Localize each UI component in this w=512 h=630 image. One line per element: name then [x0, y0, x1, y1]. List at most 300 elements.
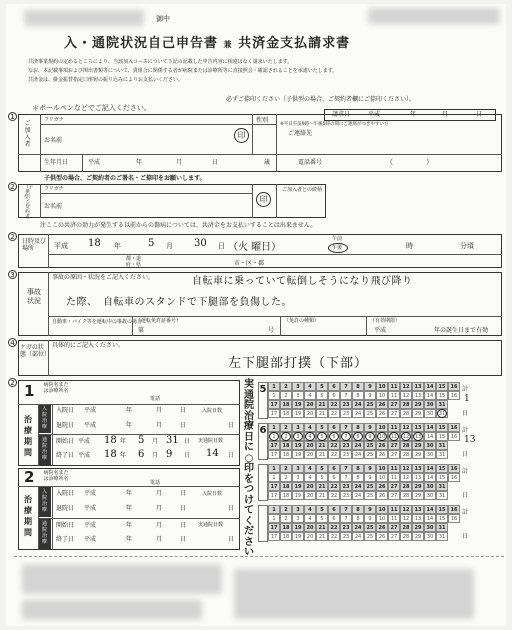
- start-label: 開始日: [56, 438, 75, 445]
- end-month: 6: [138, 449, 145, 460]
- visit-days-value: 14: [206, 448, 219, 459]
- calendar-day-cell[interactable]: 18: [280, 450, 292, 459]
- section-number: 1: [8, 112, 17, 121]
- visit-circle: [293, 432, 303, 441]
- calendar-day-number: 17: [268, 482, 280, 491]
- calendar-day-number: 26: [376, 441, 388, 450]
- calendar-day-cell[interactable]: 6: [328, 473, 340, 482]
- calendar-day-cell[interactable]: 19: [292, 450, 304, 459]
- calendar-day-number: 2: [280, 382, 292, 391]
- calendar-day-cell[interactable]: 6: [328, 432, 340, 441]
- calendar-day-cell[interactable]: 16: [448, 432, 460, 441]
- calendar-day-cell[interactable]: 16: [448, 391, 460, 400]
- calendar-day-cell[interactable]: 17: [268, 450, 280, 459]
- incident-month-unit: 月: [166, 242, 173, 250]
- calendar-day-cell[interactable]: 22: [328, 450, 340, 459]
- calendar-day-cell[interactable]: 1: [268, 514, 280, 523]
- calendar-day-number: 31: [436, 400, 448, 409]
- hospital-label: 病院名または診療所名: [43, 470, 69, 482]
- outpatient-label: 通院治療: [41, 521, 47, 545]
- calendar-day-number: 22: [328, 523, 340, 532]
- calendar-day-number: 5: [316, 464, 328, 473]
- calendar-day-number: 22: [328, 482, 340, 491]
- name-label: お名前: [44, 137, 63, 144]
- license-type-label: （免許の種類）: [284, 318, 320, 324]
- calendar-day-number: 19: [292, 441, 304, 450]
- calendar-day-number: 6: [328, 382, 340, 391]
- calendar-day-cell[interactable]: 7: [340, 514, 352, 523]
- birth-era: 平成: [88, 159, 101, 166]
- prefecture-label: 都・道 府・県: [126, 256, 142, 268]
- calendar-day-cell[interactable]: 29: [412, 532, 424, 541]
- calendar-day-number: 4: [304, 505, 316, 514]
- inpatient-label: 入院治療: [41, 406, 47, 430]
- calendar-day-number: 12: [400, 464, 412, 473]
- calendar-day-cell[interactable]: 15: [436, 391, 448, 400]
- start-era: 平成: [78, 438, 91, 445]
- calendar-day-cell[interactable]: 30: [424, 409, 436, 418]
- calendar-day-cell[interactable]: 3: [292, 391, 304, 400]
- form-title-join: 兼: [223, 39, 233, 49]
- calendar-day-number: 12: [400, 505, 412, 514]
- calendar-day-number: 6: [328, 423, 340, 432]
- pm-option: 午後: [332, 245, 343, 251]
- section-number: 3: [8, 270, 17, 279]
- calendar-day-cell[interactable]: 6: [328, 391, 340, 400]
- admit-year-unit: 年: [126, 407, 133, 414]
- calendar-day-cell[interactable]: 10: [376, 473, 388, 482]
- calendar-day-cell[interactable]: 18: [280, 532, 292, 541]
- calendar-day-cell[interactable]: 2: [280, 391, 292, 400]
- calendar-day-cell[interactable]: 5: [316, 432, 328, 441]
- calendar-day-number: 25: [364, 400, 376, 409]
- calendar-day-cell[interactable]: 28: [400, 532, 412, 541]
- contact-label: ご連絡先: [288, 130, 313, 137]
- calendar-day-number: 28: [400, 400, 412, 409]
- section-number: 2: [8, 182, 17, 191]
- calendar-day-cell[interactable]: 4: [304, 514, 316, 523]
- calendar-day-cell[interactable]: 7: [340, 473, 352, 482]
- calendar-day-cell[interactable]: 5: [316, 514, 328, 523]
- calendar-day-number: 21: [316, 441, 328, 450]
- calendar-day-cell[interactable]: 1: [268, 391, 280, 400]
- end-year-unit: 年: [126, 536, 133, 543]
- section2-side-label: （子供型）ご契約者: [24, 185, 33, 220]
- calendar-day-cell[interactable]: 20: [304, 532, 316, 541]
- admit-day-unit: 日: [180, 490, 187, 497]
- calendar-day-cell[interactable]: 19: [292, 409, 304, 418]
- license-no-suffix: 号: [268, 327, 275, 334]
- calendar-day-cell[interactable]: 6: [328, 514, 340, 523]
- calendar-day-cell[interactable]: 17: [268, 409, 280, 418]
- calendar-day-number: 6: [328, 505, 340, 514]
- discharge-label: 退院日: [56, 505, 75, 512]
- calendar-day-number: 3: [292, 505, 304, 514]
- calendar-day-number: 2: [280, 423, 292, 432]
- calendar-day-cell[interactable]: 17: [268, 491, 280, 500]
- calendar-day-cell[interactable]: 8: [352, 432, 364, 441]
- calendar-day-cell[interactable]: 10: [376, 432, 388, 441]
- calendar-day-cell[interactable]: 9: [364, 514, 376, 523]
- calendar-day-cell[interactable]: 7: [340, 391, 352, 400]
- calendar-day-cell[interactable]: 20: [304, 409, 316, 418]
- calendar-day-number: 17: [268, 523, 280, 532]
- calendar-day-cell[interactable]: 13: [412, 391, 424, 400]
- calendar-day-number: 8: [352, 382, 364, 391]
- calendar-day-cell[interactable]: 12: [400, 514, 412, 523]
- calendar-day-cell[interactable]: 10: [376, 391, 388, 400]
- calendar-day-cell[interactable]: 23: [340, 491, 352, 500]
- section-number: 2: [8, 378, 17, 387]
- discharge-day-unit: 日: [180, 505, 187, 512]
- calendar-day-cell[interactable]: 2: [280, 514, 292, 523]
- treatment2-number: 2: [24, 468, 35, 486]
- calendar-day-number: 10: [376, 505, 388, 514]
- calendar-day-cell[interactable]: 22: [328, 409, 340, 418]
- phone-paren-close: ）: [426, 158, 433, 166]
- start-month-unit: 月: [152, 438, 159, 445]
- calendar-day-cell[interactable]: 8: [352, 514, 364, 523]
- calendar-day-cell[interactable]: 21: [316, 532, 328, 541]
- calendar-day-number: 7: [340, 505, 352, 514]
- calendar-day-number: 4: [304, 464, 316, 473]
- calendar-day-number: 30: [424, 523, 436, 532]
- calendar-day-number: 15: [436, 423, 448, 432]
- calendar-day-cell[interactable]: 25: [364, 491, 376, 500]
- calendar-day-cell[interactable]: 4: [304, 473, 316, 482]
- calendar-day-number: 25: [364, 523, 376, 532]
- request-date-day: 日: [476, 111, 483, 118]
- calendar-day-cell[interactable]: 31: [436, 532, 448, 541]
- start-year: 18: [104, 435, 117, 446]
- redacted-header-right: [368, 8, 500, 24]
- admit-era: 平成: [84, 490, 97, 497]
- calendar-total-label: 計: [462, 386, 469, 393]
- discharge-era: 平成: [84, 505, 97, 512]
- calendar-day-number: 5: [316, 423, 328, 432]
- calendar-day-number: 8: [352, 464, 364, 473]
- calendar-day-cell[interactable]: 15: [436, 432, 448, 441]
- calendar-day-number: 15: [436, 382, 448, 391]
- calendar-day-number: 9: [364, 423, 376, 432]
- calendar-day-cell[interactable]: 19: [292, 532, 304, 541]
- city-label: 市・区・郡: [234, 260, 265, 267]
- calendar-day-number: 18: [280, 400, 292, 409]
- calendar-day-cell[interactable]: 11: [388, 514, 400, 523]
- calendar-day-cell[interactable]: 13: [412, 432, 424, 441]
- visit-circle: [353, 432, 363, 441]
- calendar-day-number: 11: [388, 505, 400, 514]
- calendar-day-cell[interactable]: 14: [424, 391, 436, 400]
- calendar-day-cell[interactable]: 26: [376, 450, 388, 459]
- end-year-unit: 年: [120, 452, 127, 459]
- calendar-day-cell[interactable]: 30: [424, 450, 436, 459]
- calendar-day-cell[interactable]: 26: [376, 409, 388, 418]
- redacted-addressee: [24, 10, 144, 26]
- calendar-day-number: 9: [364, 464, 376, 473]
- calendar-day-number: 14: [424, 505, 436, 514]
- calendar-day-cell[interactable]: 26: [376, 532, 388, 541]
- accident-instruction: 事故の原因・状況をご記入ください。: [52, 274, 155, 281]
- calendar-day-cell[interactable]: 12: [400, 473, 412, 482]
- minute-unit: 分頃: [460, 242, 474, 250]
- calendar-day-number: 14: [424, 382, 436, 391]
- visit-days-label: 実通院日数: [198, 438, 224, 444]
- calendar-day-number: 23: [340, 482, 352, 491]
- calendar-day-number: 2: [280, 505, 292, 514]
- calendar-day-cell[interactable]: 24: [352, 491, 364, 500]
- calendar-day-cell[interactable]: 5: [316, 391, 328, 400]
- calendar-day-number: 25: [364, 482, 376, 491]
- calendar-day-cell[interactable]: 14: [424, 473, 436, 482]
- calendar-day-cell[interactable]: 24: [352, 450, 364, 459]
- name-label: お名前: [44, 203, 63, 210]
- calendar-day-cell[interactable]: 15: [436, 473, 448, 482]
- calendar-day-number: 24: [352, 482, 364, 491]
- request-date-label: 請求日: [332, 111, 351, 118]
- calendar-month-label: [258, 505, 268, 542]
- calendar-day-number: 1: [268, 382, 280, 391]
- end-year: 18: [104, 449, 117, 460]
- calendar-day-cell[interactable]: 24: [352, 409, 364, 418]
- calendar-day-number: 11: [388, 382, 400, 391]
- calendar-day-cell[interactable]: 12: [400, 432, 412, 441]
- section-number: 2: [8, 232, 17, 241]
- calendar-day-cell[interactable]: 28: [400, 450, 412, 459]
- calendar-day-number: 16: [448, 423, 460, 432]
- calendar-day-cell[interactable]: 8: [352, 473, 364, 482]
- birth-month: 月: [176, 159, 183, 166]
- calendar-day-number: 1: [268, 505, 280, 514]
- calendar-day-cell[interactable]: 28: [400, 491, 412, 500]
- pm-circle: [328, 243, 348, 253]
- calendar-total-unit: 日: [462, 533, 469, 540]
- calendar-day-cell[interactable]: 30: [424, 491, 436, 500]
- calendar-day-cell[interactable]: 29: [412, 450, 424, 459]
- calendar-day-cell[interactable]: 11: [388, 391, 400, 400]
- calendar-day-number: 24: [352, 523, 364, 532]
- visit-days-unit: 日: [228, 536, 235, 543]
- calendar-day-cell[interactable]: 9: [364, 432, 376, 441]
- calendar-day-cell[interactable]: 23: [340, 409, 352, 418]
- admit-days-label: 入院日数: [202, 408, 223, 414]
- calendar-day-number: 20: [304, 523, 316, 532]
- calendar-day-number: 2: [280, 464, 292, 473]
- calendar-day-cell[interactable]: 25: [364, 409, 376, 418]
- start-year-unit: 年: [120, 438, 127, 445]
- calendar-day-cell[interactable]: 7: [340, 432, 352, 441]
- calendar-day-number: 12: [400, 382, 412, 391]
- calendar-day-cell[interactable]: 13: [412, 514, 424, 523]
- seal-mark: 印: [234, 128, 249, 143]
- calendar-day-number: 30: [424, 400, 436, 409]
- calendar-day-cell[interactable]: 22: [328, 532, 340, 541]
- calendar-day-number: 4: [304, 382, 316, 391]
- visit-calendar: [258, 380, 504, 550]
- calendar-day-cell[interactable]: 14: [424, 514, 436, 523]
- admit-days-label: 入院日数: [202, 491, 223, 497]
- end-day-unit: 日: [180, 536, 187, 543]
- calendar-day-cell[interactable]: 2: [280, 432, 292, 441]
- incident-era: 平成: [54, 242, 68, 250]
- calendar-day-cell[interactable]: 20: [304, 491, 316, 500]
- calendar-day-cell[interactable]: 30: [424, 532, 436, 541]
- request-date-month: 月: [442, 111, 449, 118]
- calendar-day-cell[interactable]: 10: [376, 514, 388, 523]
- calendar-day-cell[interactable]: 31: [436, 491, 448, 500]
- start-day: 31: [166, 435, 179, 446]
- calendar-day-cell[interactable]: 16: [448, 514, 460, 523]
- redacted-footer-left: [22, 564, 222, 594]
- section1-side-label: ご加入者: [24, 120, 31, 148]
- calendar-day-cell[interactable]: 23: [340, 450, 352, 459]
- admit-days-unit: 日: [228, 505, 235, 512]
- accident-line-2: た際、 自転車のスタンドで下腿部を負傷した。: [66, 297, 292, 308]
- calendar-day-number: 24: [352, 441, 364, 450]
- calendar-day-cell[interactable]: 11: [388, 473, 400, 482]
- calendar-day-cell[interactable]: 25: [364, 450, 376, 459]
- form-title-left: 入・通院状況自己申告書: [64, 36, 219, 51]
- calendar-day-cell[interactable]: 27: [388, 491, 400, 500]
- calendar-day-number: 23: [340, 400, 352, 409]
- calendar-day-cell[interactable]: 27: [388, 450, 400, 459]
- admit-month-unit: 月: [156, 407, 163, 414]
- calendar-day-cell[interactable]: 24: [352, 532, 364, 541]
- calendar-day-cell[interactable]: 26: [376, 491, 388, 500]
- calendar-day-cell[interactable]: 20: [304, 450, 316, 459]
- stamp-note: 必ずご捺印ください（子供型の場合、ご契約者欄にご捺印ください）。: [226, 96, 416, 103]
- calendar-day-cell[interactable]: 15: [436, 514, 448, 523]
- visit-days-unit: 日: [228, 452, 235, 459]
- calendar-day-number: 20: [304, 482, 316, 491]
- calendar-day-cell[interactable]: 19: [292, 491, 304, 500]
- outpatient-label: 通院治療: [41, 437, 47, 461]
- calendar-day-number: 15: [436, 464, 448, 473]
- calendar-day-cell[interactable]: 3: [292, 473, 304, 482]
- incident-year: 18: [88, 238, 101, 249]
- end-label: 終了日: [56, 536, 75, 543]
- calendar-day-cell[interactable]: 2: [280, 473, 292, 482]
- incident-month: 5: [148, 238, 155, 249]
- calendar-day-cell[interactable]: 16: [448, 473, 460, 482]
- license-label: （運転免許証番号）: [136, 318, 182, 324]
- calendar-day-number: 13: [412, 464, 424, 473]
- calendar-day-cell[interactable]: 31: [436, 450, 448, 459]
- calendar-day-cell[interactable]: 21: [316, 409, 328, 418]
- calendar-day-cell[interactable]: 9: [364, 473, 376, 482]
- incident-day-unit: 日: [218, 242, 225, 250]
- calendar-day-cell[interactable]: 29: [412, 409, 424, 418]
- calendar-day-cell[interactable]: 18: [280, 409, 292, 418]
- visit-circle: [401, 432, 411, 441]
- calendar-day-cell[interactable]: 14: [424, 432, 436, 441]
- calendar-day-number: 3: [292, 464, 304, 473]
- calendar-day-cell[interactable]: 27: [388, 409, 400, 418]
- calendar-day-cell[interactable]: 4: [304, 432, 316, 441]
- age-unit: 歳: [264, 159, 271, 166]
- calendar-day-number: 31: [436, 523, 448, 532]
- admit-label: 入院日: [56, 490, 75, 497]
- calendar-day-cell[interactable]: 21: [316, 491, 328, 500]
- intro-line-1: 共済事業規約の定めるところにより、当該加入コースについて下記の記載した申告内容に相違はなく請求いたします。: [28, 59, 293, 65]
- calendar-day-cell[interactable]: 8: [352, 391, 364, 400]
- form-title-right: 共済金支払請求書: [238, 36, 351, 51]
- calendar-day-cell[interactable]: 12: [400, 391, 412, 400]
- claim-form-page: [6, 4, 506, 626]
- end-month-unit: 月: [156, 536, 163, 543]
- admit-label: 入院日: [56, 407, 75, 414]
- end-day: 9: [166, 449, 173, 460]
- calendar-day-number: 16: [448, 382, 460, 391]
- calendar-day-number: 19: [292, 400, 304, 409]
- end-label: 終了日: [56, 452, 75, 459]
- discharge-day-unit: 日: [180, 422, 187, 429]
- calendar-day-cell[interactable]: 31: [436, 409, 448, 418]
- calendar-day-number: 18: [280, 523, 292, 532]
- calendar-total-value: 13: [464, 435, 476, 445]
- valid-suffix: 年の誕生日まで有効: [434, 327, 489, 334]
- hospital-phone-label: 電話: [150, 396, 161, 402]
- calendar-day-cell[interactable]: 17: [268, 532, 280, 541]
- calendar-day-cell[interactable]: 27: [388, 532, 400, 541]
- calendar-day-number: 28: [400, 523, 412, 532]
- calendar-day-cell[interactable]: 25: [364, 532, 376, 541]
- calendar-day-number: 17: [268, 400, 280, 409]
- calendar-day-number: 22: [328, 400, 340, 409]
- end-era: 平成: [78, 452, 91, 459]
- calendar-day-cell[interactable]: 9: [364, 391, 376, 400]
- calendar-day-number: 19: [292, 482, 304, 491]
- visit-circle: [377, 432, 387, 441]
- calendar-day-cell[interactable]: 11: [388, 432, 400, 441]
- calendar-day-number: 18: [280, 482, 292, 491]
- start-month: 5: [138, 435, 145, 446]
- calendar-day-cell[interactable]: 13: [412, 473, 424, 482]
- calendar-day-number: 7: [340, 382, 352, 391]
- calendar-day-cell[interactable]: 1: [268, 473, 280, 482]
- start-month-unit: 月: [156, 522, 163, 529]
- birth-year: 年: [136, 159, 143, 166]
- phone-label: 電話番号: [298, 159, 323, 166]
- discharge-year-unit: 年: [126, 422, 133, 429]
- calendar-day-cell[interactable]: 5: [316, 473, 328, 482]
- visit-circle: [281, 432, 291, 441]
- calendar-day-cell[interactable]: 4: [304, 391, 316, 400]
- calendar-day-number: 11: [388, 464, 400, 473]
- calendar-day-cell[interactable]: 22: [328, 491, 340, 500]
- calendar-day-cell[interactable]: 1: [268, 432, 280, 441]
- calendar-day-cell[interactable]: 18: [280, 491, 292, 500]
- calendar-day-cell[interactable]: 23: [340, 532, 352, 541]
- injury-value: 左下腿部打撲（下部）: [228, 356, 369, 371]
- calendar-day-cell[interactable]: 3: [292, 432, 304, 441]
- calendar-day-number: 30: [424, 482, 436, 491]
- hour-unit: 時: [406, 242, 413, 250]
- calendar-day-cell[interactable]: 29: [412, 491, 424, 500]
- calendar-day-number: 26: [376, 400, 388, 409]
- calendar-day-number: 29: [412, 482, 424, 491]
- calendar-day-cell[interactable]: 21: [316, 450, 328, 459]
- calendar-total-unit: 日: [462, 410, 469, 417]
- redacted-footer-right: [234, 569, 474, 619]
- intro-line-2: なお、本記載事項および関出書類等について、貴組合に関係する者が病院または診療所等に直接照会・確認されることを承諾いたします。: [28, 68, 338, 74]
- calendar-day-number: 9: [364, 505, 376, 514]
- addressee-suffix: 御中: [156, 15, 170, 23]
- calendar-total-label: 計: [462, 509, 469, 516]
- calendar-day-cell[interactable]: 28: [400, 409, 412, 418]
- calendar-day-cell[interactable]: 3: [292, 514, 304, 523]
- calendar-day-number: 11: [388, 423, 400, 432]
